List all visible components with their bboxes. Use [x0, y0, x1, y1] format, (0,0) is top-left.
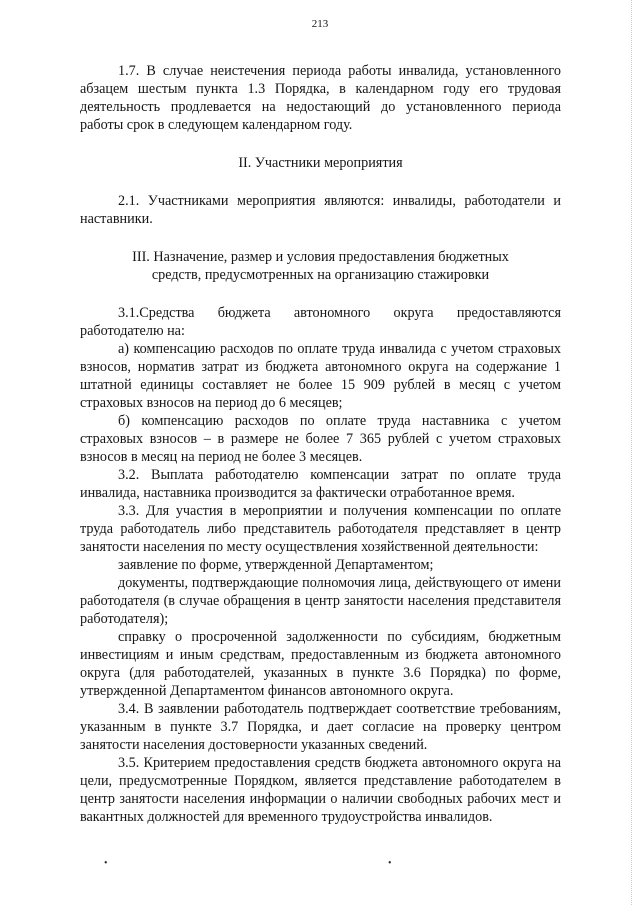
- footer-mark-left: •: [104, 858, 108, 869]
- paragraph-3-3-item-2: документы, подтверждающие полномочия лица, действующего от имени работодателя (в случае обращения в центр занятости населения представителя работодателя);: [80, 575, 561, 627]
- paragraph-3-3-item-3: справку о просроченной задолженности по субсидиям, бюджетным инвестициям и иным средствам, предоставленным из бюджета автономного округа (для работодателей, указанных в пункте 3.6 Порядка) по форме, утвержденной Департаментом финансов автономного округа.: [80, 629, 561, 699]
- section-3-title-line-2: средств, предусмотренных на организацию стажировки: [151, 267, 490, 283]
- footer-mark-right: •: [388, 858, 392, 869]
- paragraph-1-7: 1.7. В случае неистечения периода работы инвалида, установленного абзацем шестым пункта 1.3 Порядка, в календарном году его трудовая деятельность продлевается на недостающий до установленного периода работы срок в следующем календарном году.: [80, 63, 561, 133]
- paragraph-3-5: 3.5. Критерием предоставления средств бюджета автономного округа на цели, предусмотренные Порядком, является представление работодателем в центр занятости населения информации о наличии свободных рабочих мест и вакантных должностей для временного трудоустройства инвалидов.: [80, 755, 561, 825]
- paragraph-3-1-a: а) компенсацию расходов по оплате труда инвалида с учетом страховых взносов, норматив затрат из бюджета автономного округа на содержание 1 штатной единицы составляет не более 15 909 рублей в месяц с учетом страховых взносов на период до 6 месяцев;: [80, 341, 561, 411]
- paragraph-3-4: 3.4. В заявлении работодатель подтверждает соответствие требованиям, указанным в пункте 3.7 Порядка, и дает согласие на проверку центром занятости населения достоверности указанных сведений.: [80, 701, 561, 753]
- paragraph-2-1: 2.1. Участниками мероприятия являются: инвалиды, работодатели и наставники.: [80, 193, 561, 227]
- paragraph-3-3-item-1: заявление по форме, утвержденной Департаментом;: [118, 557, 434, 573]
- paragraph-3-3: 3.3. Для участия в мероприятии и получения компенсации по оплате труда работодатель либо представитель работодателя представляет в центр занятости населения по месту осуществления хозяйственной деятельности:: [80, 503, 561, 555]
- section-2-title: II. Участники мероприятия: [238, 155, 403, 171]
- paragraph-3-1: 3.1.Средства бюджета автономного округа предоставляются работодателю на:: [80, 305, 561, 339]
- page-number: 213: [311, 18, 329, 30]
- paragraph-3-1-b: б) компенсацию расходов по оплате труда наставника с учетом страховых взносов – в размере не более 7 365 рублей с учетом страховых взносов в месяц на период не более 3 месяцев.: [80, 413, 561, 465]
- document-body: [80, 62, 561, 826]
- scan-edge-divider: [631, 0, 640, 905]
- paragraph-3-2: 3.2. Выплата работодателю компенсации затрат по оплате труда инвалида, наставника производится за фактически отработанное время.: [80, 467, 561, 501]
- section-3-title-line-1: III. Назначение, размер и условия предоставления бюджетных: [132, 249, 509, 265]
